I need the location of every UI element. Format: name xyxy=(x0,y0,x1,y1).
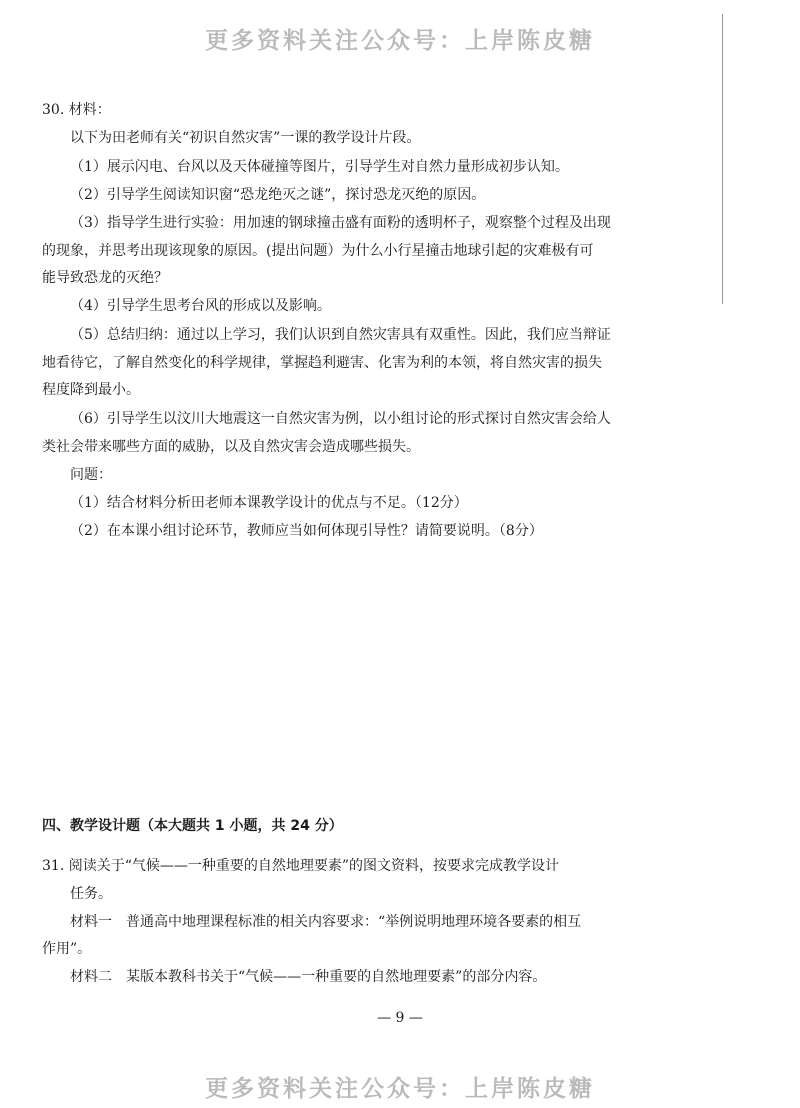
q31-material1-line1: 材料一 普通高中地理课程标准的相关内容要求：“举例说明地理环境各要素的相互 xyxy=(70,914,582,930)
q30-step3-line2: 的现象，并思考出现该现象的原因。(提出问题）为什么小行星撞击地球引起的灾难极有可 xyxy=(42,243,594,259)
page-number: — 9 — xyxy=(377,1010,423,1026)
q30-step4: （4）引导学生思考台风的形成以及影响。 xyxy=(70,298,331,314)
q31-material1-line2: 作用”。 xyxy=(42,941,92,957)
q30-intro: 以下为田老师有关“初识自然灾害”一课的教学设计片段。 xyxy=(70,130,421,146)
q31-material2: 材料二 某版本教科书关于“气候——一种重要的自然地理要素”的部分内容。 xyxy=(70,969,547,985)
q30-step1: （1）展示闪电、台风以及天体碰撞等图片，引导学生对自然力量形成初步认知。 xyxy=(70,159,569,175)
q31-line1: 31. 阅读关于“气候——一种重要的自然地理要素”的图文资料，按要求完成教学设计 xyxy=(42,858,560,874)
q30-title: 30. 材料： xyxy=(42,102,111,118)
q30-step3-line3: 能导致恐龙的灭绝？ xyxy=(42,270,168,286)
q30-question1: （1）结合材料分析田老师本课教学设计的优点与不足。（12分） xyxy=(70,495,468,511)
q30-step5-line1: （5）总结归纳：通过以上学习，我们认识到自然灾害具有双重性。因此，我们应当辩证 xyxy=(70,327,611,343)
q30-step2: （2）引导学生阅读知识窗“恐龙绝灭之谜”，探讨恐龙灭绝的原因。 xyxy=(70,187,486,203)
q30-question2: （2）在本课小组讨论环节，教师应当如何体现引导性？请简要说明。（8分） xyxy=(70,523,543,539)
section4-heading: 四、教学设计题（本大题共 1 小题，共 24 分） xyxy=(42,818,343,834)
q30-question-label: 问题： xyxy=(70,467,112,483)
q30-step5-line2: 地看待它，了解自然变化的科学规律，掌握趋利避害、化害为利的本领，将自然灾害的损失 xyxy=(42,355,602,371)
watermark-top: 更多资料关注公众号：上岸陈皮糖 xyxy=(205,28,595,54)
binding-margin-line xyxy=(722,14,723,304)
q30-step6-line2: 类社会带来哪些方面的威胁，以及自然灾害会造成哪些损失。 xyxy=(42,439,420,455)
q30-step6-line1: （6）引导学生以汶川大地震这一自然灾害为例，以小组讨论的形式探讨自然灾害会给人 xyxy=(70,411,611,427)
q30-step5-line3: 程度降到最小。 xyxy=(42,382,140,398)
q31-line2: 任务。 xyxy=(70,886,112,902)
watermark-bottom: 更多资料关注公众号：上岸陈皮糖 xyxy=(205,1076,595,1102)
q30-step3-line1: （3）指导学生进行实验：用加速的钢球撞击盛有面粉的透明杯子，观察整个过程及出现 xyxy=(70,215,611,231)
